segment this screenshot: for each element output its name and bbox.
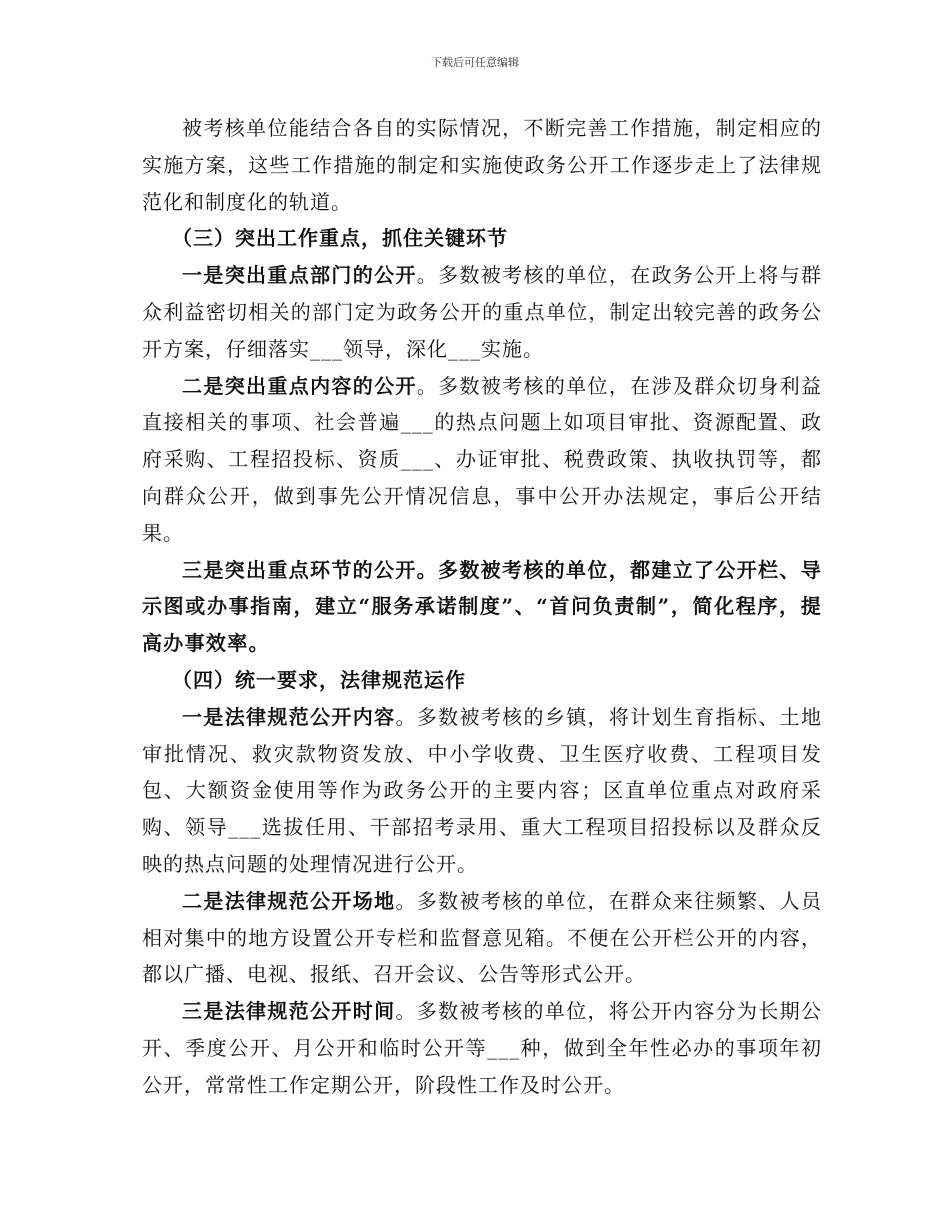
document-body (142, 110, 822, 1104)
paragraph-5-text: 。多数被考核的乡镇，将计划生育指标、土地审批情况、救灾款物资发放、中小学收费、卫生医疗收费、工程项目发包、大额资金使用等作为政务公开的主要内容；区直单位重点对政府采购、领导___选拔任用、干部招考录用、重大工程项目招投标以及群众反映的热点问题的处理情况进行公开。 (142, 704, 823, 876)
paragraph-5 (142, 699, 822, 883)
paragraph-7-lead: 三是法律规范公开时间 (182, 999, 396, 1024)
paragraph-3-lead: 二是突出重点内容的公开 (182, 373, 417, 398)
paragraph-6 (142, 883, 822, 993)
paragraph-3-text: 。多数被考核的单位，在涉及群众切身利益直接相关的事项、社会普遍___的热点问题上如项目审批、资源配置、政府采购、工程招投标、资质___、办证审批、税费政策、执收执罚等，都向群众公开，做到事先公开情况信息，事中公开办法规定，事后公开结果。 (142, 373, 823, 545)
paragraph-5-lead: 一是法律规范公开内容 (182, 704, 396, 729)
paragraph-3 (142, 368, 822, 552)
paragraph-2-text: 。多数被考核的单位，在政务公开上将与群众利益密切相关的部门定为政务公开的重点单位，制定出较完善的政务公开方案，仔细落实___领导，深化___实施。 (142, 263, 823, 361)
paragraph-1: 被考核单位能结合各自的实际情况，不断完善工作措施，制定相应的实施方案，这些工作措施的制定和实施使政务公开工作逐步走上了法律规范化和制度化的轨道。 (142, 116, 822, 214)
page-header: 下载后可任意编辑 (431, 56, 519, 69)
section-3-title: （三）突出工作重点，抓住关键环节 (172, 226, 508, 251)
paragraph-2-lead: 一是突出重点部门的公开 (182, 263, 417, 288)
paragraph-7-text: 。多数被考核的单位，将公开内容分为长期公开、季度公开、月公开和临时公开等___种，做到全年性必办的事项年初公开，常常性工作定期公开，阶段性工作及时公开。 (142, 999, 823, 1097)
paragraph-4: 三是突出重点环节的公开。多数被考核的单位，都建立了公开栏、导示图或办事指南，建立“服务承诺制度”、“首问负责制”，简化程序，提高办事效率。 (142, 557, 822, 656)
paragraph-2 (142, 257, 822, 367)
section-4-title: （四）统一要求，法律规范运作 (172, 667, 466, 692)
paragraph-6-lead: 二是法律规范公开场地 (182, 888, 396, 913)
paragraph-6-text: 。多数被考核的单位，在群众来往频繁、人员相对集中的地方设置公开专栏和监督意见箱。不便在公开栏公开的内容，都以广播、电视、报纸、召开会议、公告等形式公开。 (142, 888, 823, 987)
paragraph-7 (142, 993, 822, 1103)
